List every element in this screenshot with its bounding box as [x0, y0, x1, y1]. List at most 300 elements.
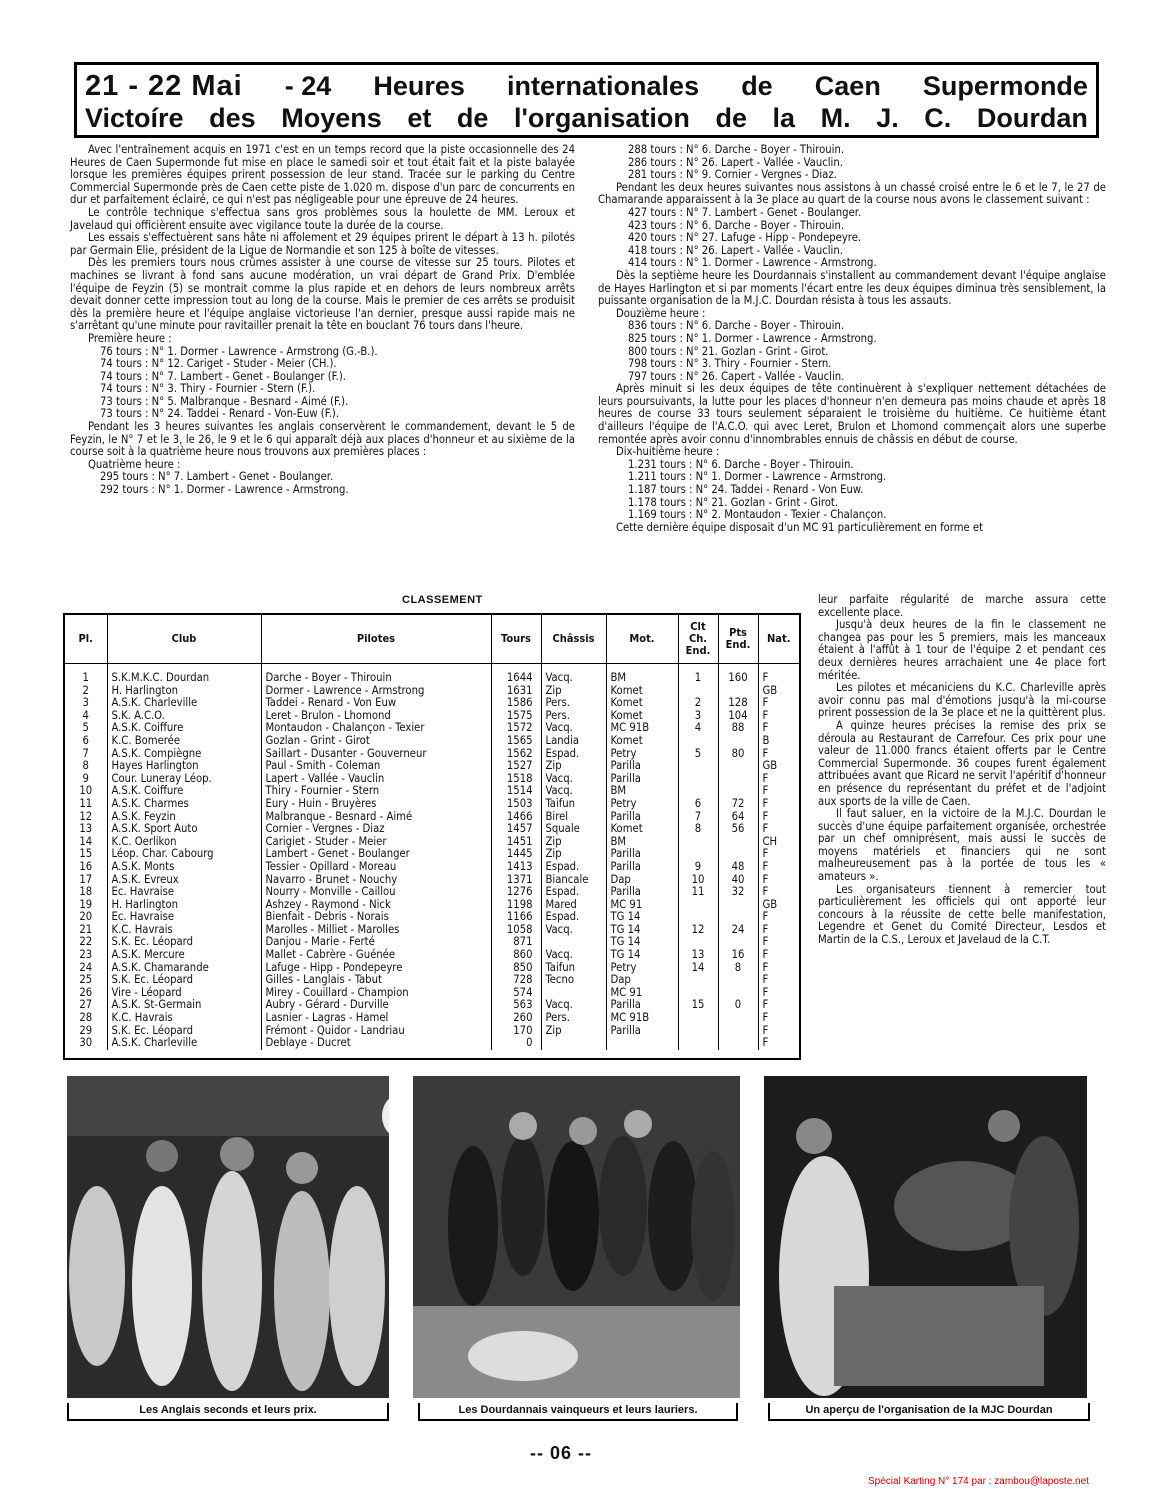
title-word: J.: [876, 103, 899, 133]
cell-nat: F: [762, 1023, 769, 1037]
list-item: 797 tours : N° 26. Capert - Vallée - Vauclin.: [628, 369, 845, 383]
table-row: [65, 1037, 799, 1050]
cell-clt: 5: [678, 748, 718, 761]
cell-pilotes: Malbranque - Besnard - Aimé: [261, 811, 491, 824]
list-item: 836 tours : N° 6. Darche - Boyer - Thirouin.: [628, 319, 845, 333]
ranking-list: [598, 459, 1106, 522]
table-row: [65, 664, 799, 685]
table-row: [65, 760, 799, 773]
table-header-row: [65, 615, 799, 664]
cell-nat: F: [762, 935, 769, 949]
cell-pl: 11: [65, 798, 107, 811]
cell-club: S.K. A.C.O.: [107, 710, 261, 723]
table-row: [65, 823, 799, 836]
cell-pts: [718, 735, 758, 748]
cell-chassis: [541, 1037, 606, 1050]
cell-mot: Dap: [606, 874, 678, 887]
cell-pl: 9: [65, 773, 107, 786]
title-word: de: [456, 103, 489, 133]
title-word: internationales: [507, 71, 700, 101]
cell-club: Cour. Luneray Léop.: [107, 773, 261, 786]
cell-tours: 1466: [491, 811, 541, 824]
cell-pilotes: Deblaye - Ducret: [261, 1037, 491, 1050]
cell-pts: [718, 760, 758, 773]
cell-clt: [678, 1012, 718, 1025]
title-word: Moyens: [281, 103, 382, 133]
table-row: [65, 899, 799, 912]
cell-nat: F: [762, 859, 769, 873]
cell-club: A.S.K. St-Germain: [107, 999, 261, 1012]
ranking-list: [70, 346, 575, 422]
cell-nat: F: [762, 922, 769, 936]
cell-pilotes: Lasnier - Lagras - Hamel: [261, 1012, 491, 1025]
cell-pilotes: Gozlan - Grint - Girot: [261, 735, 491, 748]
cell-mot: Dap: [606, 974, 678, 987]
cell-clt: [678, 1025, 718, 1038]
list-heading: Dix-huitième heure :: [616, 445, 720, 459]
list-item: 1.169 tours : N° 2. Montaudon - Texier - Chalançon.: [628, 508, 887, 522]
cell-mot: BM: [606, 836, 678, 849]
photo-dourdannais-image: [413, 1076, 740, 1398]
title-word: Victoíre: [85, 103, 184, 133]
cell-mot: BM: [606, 664, 678, 685]
header-club: Club: [107, 615, 261, 664]
cell-nat: F: [762, 796, 769, 810]
cell-club: A.S.K. Charleville: [107, 1037, 261, 1050]
cell-club: Vire - Léopard: [107, 987, 261, 1000]
cell-pts: [718, 1037, 758, 1050]
cell-nat: F: [762, 784, 769, 798]
cell-club: Ec. Havraise: [107, 886, 261, 899]
side-column: [818, 594, 1106, 947]
cell-pilotes: Bienfait - Debris - Norais: [261, 911, 491, 924]
title-word: Caen: [814, 71, 881, 101]
header-nat: Nat.: [758, 615, 799, 664]
table-row: [65, 848, 799, 861]
cell-pilotes: Aubry - Gérard - Durville: [261, 999, 491, 1012]
cell-club: A.S.K. Evreux: [107, 874, 261, 887]
header-tours: Tours: [491, 615, 541, 664]
cell-pilotes: Montaudon - Chalançon - Texier: [261, 722, 491, 735]
title-word: Dourdan: [976, 103, 1088, 133]
cell-pts: 0: [718, 999, 758, 1012]
list-item: 427 tours : N° 7. Lambert - Genet - Boulanger.: [628, 205, 862, 219]
caption-photo-3: Un aperçu de l'organisation de la MJC Dourdan: [768, 1403, 1090, 1421]
cell-nat: F: [762, 960, 769, 974]
cell-pts: [718, 974, 758, 987]
cell-clt: 12: [678, 924, 718, 937]
header-pl: Pl.: [65, 615, 107, 664]
cell-pilotes: Marolles - Milliet - Marolles: [261, 924, 491, 937]
classement-title: CLASSEMENT: [402, 594, 483, 606]
cell-pilotes: Leret - Brulon - Lhomond: [261, 710, 491, 723]
cell-pilotes: Saillart - Dusanter - Gouverneur: [261, 748, 491, 761]
cell-pts: 64: [718, 811, 758, 824]
cell-pl: 8: [65, 760, 107, 773]
cell-mot: Parilla: [606, 999, 678, 1012]
cell-tours: 574: [491, 987, 541, 1000]
paragraph: Après minuit si les deux équipes de tête continuèrent à s'expliquer nettement détachées de leurs poursuivants, la lutte pour les places d'honneur n'en demeura pas moins chaude et après 18 heures de course 33 tours seulement séparaient le troisième du huitième. Ce huitième étant d'ailleurs l'équipe de l'A.C.O. qui avec Leret, Brulon et Lhomond commençait alors une superbe remontée après avoir connu d'innombrables ennuis de châssis en début de course.: [598, 382, 1106, 446]
cell-pl: 13: [65, 823, 107, 836]
cell-mot: Parilla: [606, 848, 678, 861]
list-item: 798 tours : N° 3. Thiry - Fournier - Stern.: [628, 357, 832, 371]
cell-clt: 2: [678, 697, 718, 710]
cell-mot: Parilla: [606, 760, 678, 773]
cell-club: S.K.M.K.C. Dourdan: [107, 664, 261, 685]
list-item: 1.231 tours : N° 6. Darche - Boyer - Thirouin.: [628, 457, 854, 471]
cell-chassis: Zip: [541, 1025, 606, 1038]
cell-tours: 170: [491, 1025, 541, 1038]
cell-pl: 10: [65, 785, 107, 798]
cell-pilotes: Mirey - Couillard - Champion: [261, 987, 491, 1000]
list-item: 286 tours : N° 26. Lapert - Vallée - Vauclin.: [628, 155, 843, 169]
header-pts: [718, 615, 758, 664]
header-clt-line: Ch.: [688, 632, 708, 645]
paragraph: Les essais s'effectuèrent sans hâte ni affolement et 29 équipes prirent le départ à 13 h. pilotés par Germain Elie, président de la Ligue de Normandie et son 125 à boîte de vitesses.: [70, 231, 575, 257]
cell-pts: [718, 899, 758, 912]
cell-pilotes: Gilles - Langlais - Tabut: [261, 974, 491, 987]
cell-clt: 14: [678, 962, 718, 975]
cell-club: A.S.K. Chamarande: [107, 962, 261, 975]
table-row: [65, 999, 799, 1012]
list-item: 1.211 tours : N° 1. Dormer - Lawrence - Armstrong.: [628, 470, 887, 484]
cell-chassis: Landia: [541, 735, 606, 748]
cell-nat: F: [762, 771, 769, 785]
cell-pts: 40: [718, 874, 758, 887]
cell-nat: CH: [762, 834, 778, 848]
list-item: 74 tours : N° 3. Thiry - Fournier - Stern (F.).: [100, 382, 316, 396]
cell-club: A.S.K. Compiègne: [107, 748, 261, 761]
list-heading: Douzième heure :: [616, 306, 706, 320]
cell-tours: 1457: [491, 823, 541, 836]
cell-chassis: Pers.: [541, 697, 606, 710]
caption-photo-2: Les Dourdannais vainqueurs et leurs lauriers.: [418, 1403, 738, 1421]
cell-pilotes: Ashzey - Raymond - Nick: [261, 899, 491, 912]
cell-mot: MC 91: [606, 987, 678, 1000]
cell-nat: F: [762, 671, 769, 684]
cell-mot: BM: [606, 785, 678, 798]
cell-nat: F: [762, 708, 769, 722]
cell-tours: 1644: [491, 664, 541, 685]
paragraph: Les pilotes et mécaniciens du K.C. Charleville après avoir connu pas mal d'émotions jusqu'à la mi-course prirent possession de la 3e place et ne la quittèrent plus.: [818, 681, 1106, 720]
cell-pl: 28: [65, 1012, 107, 1025]
cell-tours: 1575: [491, 710, 541, 723]
cell-tours: 728: [491, 974, 541, 987]
list-item: 74 tours : N° 12. Cariget - Studer - Meier (CH.).: [100, 357, 337, 371]
cell-mot: Komet: [606, 735, 678, 748]
paragraph: Pendant les 3 heures suivantes les anglais conservèrent le commandement, devant le 5 de Feyzin, le N° 7 et le 3, le 26, le 9 et le 6 qui apparaît déjà aux places d'honneur et au sixième de la course soit à la quatrième heure nous trouvons aux premières places :: [70, 420, 575, 459]
cell-clt: 3: [678, 710, 718, 723]
cell-tours: 1276: [491, 886, 541, 899]
cell-tours: 1514: [491, 785, 541, 798]
cell-nat: F: [762, 1011, 769, 1025]
cell-chassis: Espad.: [541, 911, 606, 924]
table-row: [65, 861, 799, 874]
cell-tours: 1058: [491, 924, 541, 937]
cell-nat: B: [762, 733, 770, 747]
cell-tours: 1413: [491, 861, 541, 874]
cell-chassis: Birel: [541, 811, 606, 824]
paragraph: Dès la septième heure les Dourdannais s'installent au commandement devant l'équipe anglaise de Hayes Harlington et si par moments l'écart entre les deux équipes diminua très sensiblement, la puissante organisation de la M.J.C. Dourdan résista à tous les assauts.: [598, 268, 1106, 308]
paragraph: Cette dernière équipe disposait d'un MC 91 particulièrement en forme et: [616, 520, 984, 534]
cell-clt: [678, 735, 718, 748]
cell-pl: 12: [65, 811, 107, 824]
right-column: [598, 144, 1106, 534]
cell-club: S.K. Ec. Léopard: [107, 936, 261, 949]
table-body: [65, 664, 799, 1050]
cell-pilotes: Frémont - Quidor - Landriau: [261, 1025, 491, 1038]
cell-club: A.S.K. Charleville: [107, 697, 261, 710]
ranking-list: [598, 144, 1106, 182]
cell-pts: 8: [718, 962, 758, 975]
title-word: la: [772, 103, 796, 133]
cell-clt: [678, 760, 718, 773]
cell-pilotes: Darche - Boyer - Thirouin: [261, 664, 491, 685]
cell-nat: F: [762, 885, 769, 899]
cell-pl: 2: [65, 685, 107, 698]
cell-mot: MC 91B: [606, 1012, 678, 1025]
cell-club: S.K. Ec. Léopard: [107, 974, 261, 987]
cell-chassis: Espad.: [541, 748, 606, 761]
title-word: C.: [924, 103, 952, 133]
cell-pilotes: Lapert - Vallée - Vauclin: [261, 773, 491, 786]
cell-pl: 3: [65, 697, 107, 710]
cell-chassis: Espad.: [541, 886, 606, 899]
list-item: 295 tours : N° 7. Lambert - Genet - Boulanger.: [100, 470, 334, 484]
header-pts-line: Pts: [729, 626, 747, 639]
list-item: 1.187 tours : N° 24. Taddei - Renard - Von Euw.: [628, 483, 864, 497]
cell-mot: Petry: [606, 748, 678, 761]
cell-pilotes: Navarro - Brunet - Nouchy: [261, 874, 491, 887]
cell-pl: 5: [65, 722, 107, 735]
list-item: 281 tours : N° 9. Cornier - Vergnes - Diaz.: [628, 168, 837, 182]
table-row: [65, 798, 799, 811]
cell-club: A.S.K. Mercure: [107, 949, 261, 962]
list-item: 74 tours : N° 7. Lambert - Genet - Boulanger (F.).: [100, 369, 346, 383]
cell-tours: 1451: [491, 836, 541, 849]
cell-tours: 1518: [491, 773, 541, 786]
classement-table: [63, 613, 801, 1060]
cell-pts: 88: [718, 722, 758, 735]
cell-pilotes: Cornier - Vergnes - Diaz: [261, 823, 491, 836]
list-item: 292 tours : N° 1. Dormer - Lawrence - Armstrong.: [100, 483, 349, 497]
cell-clt: 9: [678, 861, 718, 874]
list-item: 420 tours : N° 27. Lafuge - Hipp - Pondepeyre.: [628, 231, 862, 245]
title-line-1: [85, 71, 1088, 101]
cell-mot: Parilla: [606, 1025, 678, 1038]
paragraph: Pendant les deux heures suivantes nous assistons à un chassé croisé entre le 6 et le 7, le 27 de Chamarande apparaissent à la 3e place au quart de la course nous avons le classement suivant :: [598, 180, 1106, 207]
header-clt-line: Clt: [690, 620, 706, 633]
cell-tours: 1371: [491, 874, 541, 887]
list-item: 418 tours : N° 26. Lapert - Vallée - Vauclin.: [628, 243, 843, 257]
photo-anglais: [67, 1076, 389, 1398]
table-row: [65, 1012, 799, 1025]
header-pts-line: End.: [725, 638, 751, 651]
caption-photo-1: Les Anglais seconds et leurs prix.: [67, 1403, 389, 1421]
paragraph: leur parfaite régularité de marche assura cette excellente place.: [818, 593, 1106, 619]
cell-nat: F: [762, 746, 769, 760]
cell-chassis: Taifun: [541, 962, 606, 975]
title-word: Supermonde: [922, 71, 1088, 101]
cell-chassis: Espad.: [541, 861, 606, 874]
left-column: [70, 144, 575, 497]
cell-clt: 4: [678, 722, 718, 735]
cell-mot: TG 14: [606, 911, 678, 924]
list-item: 800 tours : N° 21. Gozlan - Grint - Girot.: [628, 344, 829, 358]
cell-pilotes: Taddei - Renard - Von Euw: [261, 697, 491, 710]
cell-tours: 850: [491, 962, 541, 975]
cell-pts: 32: [718, 886, 758, 899]
cell-mot: MC 91: [606, 899, 678, 912]
paragraph: Le contrôle technique s'effectua sans gros problèmes sous la houlette de MM. Leroux et Javelaud qui officièrent ensuite avec vigilance toute la durée de la course.: [70, 205, 575, 232]
cell-chassis: Zip: [541, 848, 606, 861]
list-item: 73 tours : N° 24. Taddei - Renard - Von-Euw (F.).: [100, 407, 340, 421]
cell-clt: 11: [678, 886, 718, 899]
cell-tours: 1631: [491, 685, 541, 698]
title-date: 21 - 22 Mai: [85, 70, 243, 102]
cell-nat: F: [762, 985, 769, 999]
cell-tours: 1572: [491, 722, 541, 735]
cell-nat: F: [762, 872, 769, 886]
cell-mot: Parilla: [606, 861, 678, 874]
list-item: 423 tours : N° 6. Darche - Boyer - Thirouin.: [628, 218, 845, 232]
table-row: [65, 949, 799, 962]
cell-pilotes: Nourry - Monville - Caillou: [261, 886, 491, 899]
title-line-2: [85, 103, 1088, 133]
cell-club: S.K. Ec. Léopard: [107, 1025, 261, 1038]
cell-mot: Komet: [606, 710, 678, 723]
list-item: 288 tours : N° 6. Darche - Boyer - Thirouin.: [628, 143, 845, 156]
cell-tours: 1445: [491, 848, 541, 861]
title-word: - 24: [284, 71, 332, 101]
ranking-list: [598, 207, 1106, 270]
cell-nat: F: [762, 973, 769, 987]
cell-nat: F: [762, 1036, 769, 1050]
cell-mot: Parilla: [606, 773, 678, 786]
cell-pts: 80: [718, 748, 758, 761]
cell-pl: 1: [65, 664, 107, 685]
cell-clt: [678, 974, 718, 987]
cell-chassis: Vacq.: [541, 785, 606, 798]
title-word: M.: [820, 103, 851, 133]
title-word: et: [407, 103, 432, 133]
list-item: 825 tours : N° 1. Dormer - Lawrence - Armstrong.: [628, 331, 877, 345]
cell-pilotes: Dormer - Lawrence - Armstrong: [261, 685, 491, 698]
cell-pl: 22: [65, 936, 107, 949]
cell-club: H. Harlington: [107, 899, 261, 912]
cell-nat: F: [762, 910, 769, 924]
cell-nat: GB: [762, 759, 778, 773]
list-heading: Quatrième heure :: [88, 457, 181, 471]
cell-club: K.C. Havrais: [107, 1012, 261, 1025]
table-row: [65, 697, 799, 710]
cell-pts: 16: [718, 949, 758, 962]
list-item: 1.178 tours : N° 21. Gozlan - Grint - Girot.: [628, 495, 839, 509]
paragraph: Avec l'entraînement acquis en 1971 c'est en un temps record que la piste occasionnelle des 24 Heures de Caen Supermonde fut mise en place le samedi soir et tout était fait et la piste balayée lorsque les premières équipes prirent possession de leur stand. Tracée sur le parking du Centre Commercial Supermonde près de Caen cette piste de 1.020 m. dispose d'un parc de concurrents en dur et parfaitement éclairé, ce qui n'est pas négligeable pour une épreuve de 24 heures.: [70, 143, 575, 207]
cell-mot: [606, 1037, 678, 1050]
cell-mot: TG 14: [606, 936, 678, 949]
cell-mot: MC 91B: [606, 722, 678, 735]
cell-pl: 25: [65, 974, 107, 987]
list-item: 73 tours : N° 5. Malbranque - Besnard - Aimé (F.).: [100, 394, 349, 408]
cell-pts: 160: [718, 664, 758, 685]
cell-pts: 48: [718, 861, 758, 874]
cell-pts: [718, 911, 758, 924]
cell-club: K.C. Oerlikon: [107, 836, 261, 849]
cell-chassis: Pers.: [541, 1012, 606, 1025]
cell-pts: 24: [718, 924, 758, 937]
cell-chassis: Vacq.: [541, 999, 606, 1012]
cell-pts: [718, 1012, 758, 1025]
ranking-list: [70, 471, 575, 496]
cell-pl: 21: [65, 924, 107, 937]
cell-chassis: Biancale: [541, 874, 606, 887]
cell-club: K.C. Bomerée: [107, 735, 261, 748]
cell-pl: 15: [65, 848, 107, 861]
cell-mot: Parilla: [606, 886, 678, 899]
cell-tours: 1527: [491, 760, 541, 773]
cell-club: Hayes Harlington: [107, 760, 261, 773]
cell-pilotes: Tessier - Opillard - Moreau: [261, 861, 491, 874]
cell-nat: F: [762, 809, 769, 823]
list-item: 414 tours : N° 1. Dormer - Lawrence - Armstrong.: [628, 256, 877, 270]
cell-club: A.S.K. Feyzin: [107, 811, 261, 824]
cell-pl: 30: [65, 1037, 107, 1050]
cell-pilotes: Eury - Huin - Bruyères: [261, 798, 491, 811]
cell-pl: 27: [65, 999, 107, 1012]
cell-mot: Petry: [606, 798, 678, 811]
cell-pilotes: Thiry - Fournier - Stern: [261, 785, 491, 798]
cell-pts: [718, 773, 758, 786]
cell-tours: 871: [491, 936, 541, 949]
cell-mot: Parilla: [606, 811, 678, 824]
cell-pilotes: Carigiet - Studer - Meier: [261, 836, 491, 849]
cell-club: A.S.K. Monts: [107, 861, 261, 874]
cell-clt: [678, 836, 718, 849]
cell-chassis: Vacq.: [541, 664, 606, 685]
table-row: [65, 911, 799, 924]
cell-nat: F: [762, 696, 769, 710]
paragraph: Dès les premiers tours nous crûmes assister à une course de vitesse sur 25 tours. Pilotes et machines se livrant à fond sans aucune modération, un vrai départ de Grand Prix. D'emblée l'équipe de Feyzin (5) se montrait comme la plus rapide et en dehors de leurs nombreux arrêts devait donner cette impression tout au long de la course. Mais le premier de ces arrêts se produisit dès la première heure et l'équipe anglaise victorieuse l'an dernier, presque aussi rapide mais ne s'arrêtant qu'une minute pour ravitailler prenait la tête en bouclant 76 tours dans l'heure.: [70, 256, 575, 333]
cell-clt: [678, 773, 718, 786]
paragraph: Les organisateurs tiennent à remercier tout particulièrement les officiels qui ont apporté leur concours à la réussite de cette belle manifestation, Legendre et Genet du Comité Directeur, Lesdos et Martin de la C.S., Leroux et Javelaud de la C.T.: [818, 882, 1106, 947]
article-title: [74, 62, 1099, 138]
table-row: [65, 874, 799, 887]
cell-chassis: Zip: [541, 836, 606, 849]
header-pilotes: Pilotes: [261, 615, 491, 664]
cell-tours: 1503: [491, 798, 541, 811]
cell-club: K.C. Havrais: [107, 924, 261, 937]
cell-pl: 20: [65, 911, 107, 924]
title-word: Heures: [373, 71, 465, 101]
cell-mot: Komet: [606, 823, 678, 836]
cell-clt: 1: [678, 664, 718, 685]
cell-nat: GB: [762, 683, 778, 697]
cell-pl: 16: [65, 861, 107, 874]
title-word: de: [715, 103, 747, 133]
cell-club: A.S.K. Charmes: [107, 798, 261, 811]
cell-pilotes: Danjou - Marie - Ferté: [261, 936, 491, 949]
photo-organisation-image: [764, 1076, 1087, 1398]
cell-tours: 1565: [491, 735, 541, 748]
cell-clt: [678, 1037, 718, 1050]
cell-clt: 13: [678, 949, 718, 962]
header-mot: Mot.: [606, 615, 678, 664]
cell-pts: 104: [718, 710, 758, 723]
cell-pilotes: Lambert - Genet - Boulanger: [261, 848, 491, 861]
cell-chassis: Vacq.: [541, 773, 606, 786]
cell-pts: [718, 836, 758, 849]
